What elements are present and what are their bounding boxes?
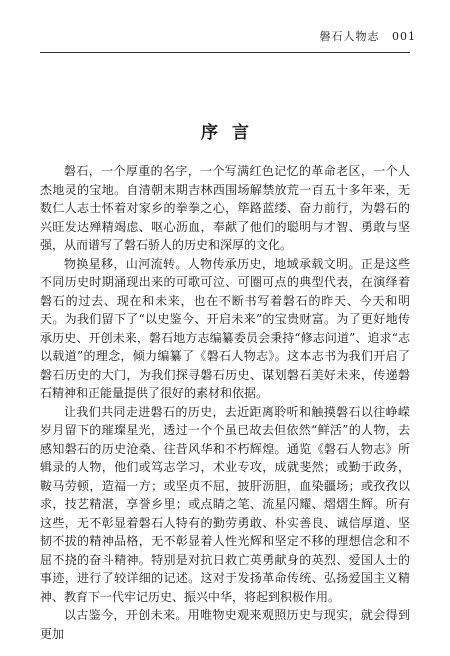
header-rule [40,52,410,53]
page-title: 序言 [201,123,263,143]
page-number: 001 [392,30,416,43]
paragraph: 让我们共同走进磐石的历史，去近距离聆听和触摸磐石以往峥嵘岁月留下的璀璨星光，透过一个个虽已故去但依然“鲜活”的人物，去感知磐石的历史沧桑、往昔风华和不朽辉煌。通览《磐石人物志》所辑录的人物，他们或笃志学习，术业专攻，成就斐然；或勤于政务，鞍马劳顿，造福一方；或坚贞不屈，披肝沥胆，血染疆场；或孜孜以求，技艺精湛，享誉乡里；或点睛之笔、流星闪耀、熠熠生辉。所有这些，无不彰显着磐石人特有的勤劳勇敢、朴实善良、诚信厚道、坚韧不拔的精神品格，无不彰显着人性光辉和坚定不移的理想信念和不屈不挠的奋斗精神。特别是对抗日救亡英勇献身的英烈、爱国人士的事迹，进行了较详细的记述。这对于发扬革命传统、弘扬爱国主义精神、教育下一代牢记历史、振兴中华，将起到积极作用。 [40,404,410,604]
paragraph: 磐石，一个厚重的名字，一个写满红色记忆的革命老区，一个人杰地灵的宝地。自清朝末期吉林西围场解禁放荒一百五十多年来，无数仁人志士怀着对家乡的拳拳之心，筚路蓝缕、奋力前行，为磐石的兴旺发达殚精竭虑、呕心沥血，奉献了他们的聪明与才智、勇敢与坚强，从而谱写了磐石骄人的历史和深厚的文化。 [40,164,410,252]
body-text [40,162,410,643]
book-title: 磐石人物志 [319,30,380,43]
paragraph: 物换星移，山河流转。人物传承历史，地域承载文明。正是这些不同历史时期涌现出来的可歌可泣、可圈可点的典型代表，在演绎着磐石的过去、现在和未来，也在不断书写着磐石的昨天、今天和明天。为我们留下了“以史鉴今、开启未来”的宝贵财富。为了更好地传承历史、开创未来，磐石地方志编纂委员会秉持“修志问道”、追求“志以载道”的理念，倾力编纂了《磐石人物志》。这本志书为我们开启了磐石历史的大门，为我们探寻磐石历史、谋划磐石美好未来，传递磐石精神和正能量提供了很好的素材和依据。 [40,256,410,400]
paragraph: 以古鉴今，开创未来。用唯物史观来观照历史与现实，就会得到更加 [40,608,410,641]
running-head [320,28,417,44]
